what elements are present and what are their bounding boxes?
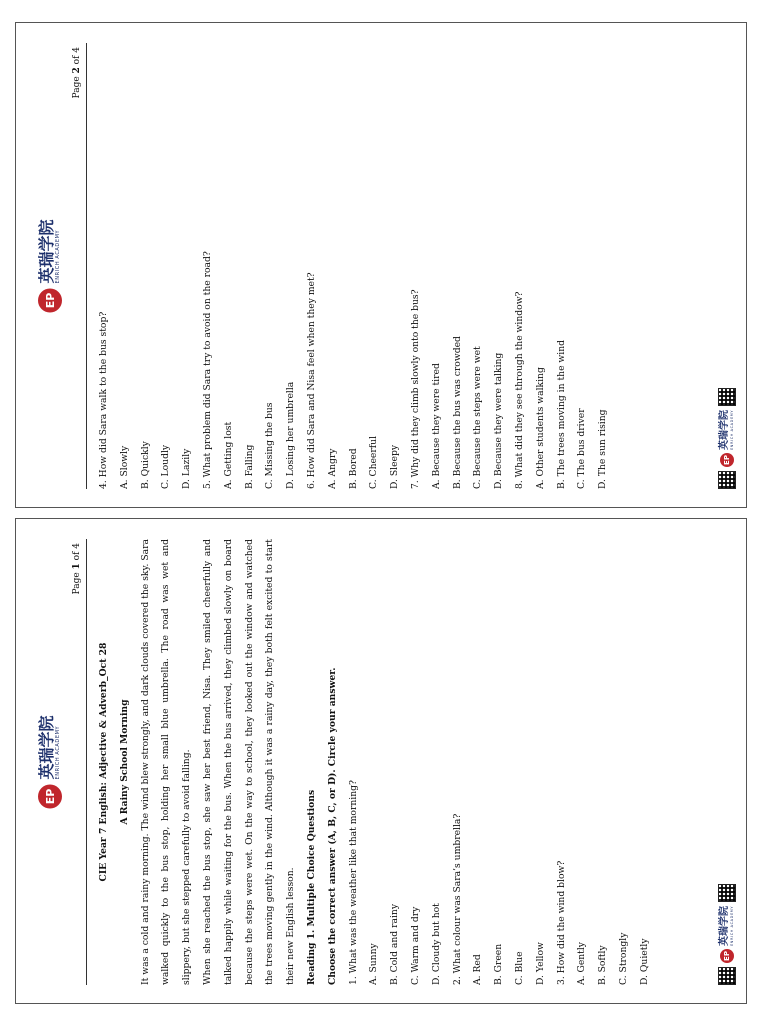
footer-english-name: ENRICH ACADEMY	[729, 905, 734, 946]
answer-option: C. Cheerful	[368, 435, 380, 489]
page-2-header-logo	[38, 219, 62, 312]
question-text: 8. What did they see through the window?	[513, 291, 525, 489]
footer-english-name: ENRICH ACADEMY	[729, 409, 734, 450]
pdf-page-2	[15, 22, 747, 508]
footer-chinese-name: 英瑞学院	[718, 906, 730, 946]
question-text: 1. What was the weather like that morning?	[347, 780, 359, 985]
footer-chinese-name: 英瑞学院	[718, 410, 730, 450]
answer-option: C. Blue	[513, 951, 525, 985]
header-divider	[86, 539, 87, 985]
page-2-footer	[718, 388, 736, 489]
page-1-number: Page 1 of 4	[72, 543, 82, 595]
pdf-page-1	[15, 518, 747, 1004]
answer-option: A. Getting lost	[222, 421, 234, 489]
question-text: 4. How did Sara walk to the bus stop?	[98, 311, 109, 489]
answer-option: C. The bus driver	[576, 408, 588, 489]
page-2-rotated-content	[16, 23, 747, 508]
answer-option: A. Because they were tired	[430, 363, 442, 489]
answer-option: A. Other students walking	[534, 367, 546, 489]
answer-option: D. The sun rising	[597, 409, 609, 489]
answer-option: C. Because the steps were wet	[472, 346, 484, 489]
page-1-header	[32, 539, 84, 985]
logo-chinese-name: 英瑞学院	[37, 219, 56, 284]
answer-option: B. Because the bus was crowded	[451, 336, 463, 489]
answer-option: A. Slowly	[118, 445, 130, 489]
answer-option: B. The trees moving in the wind	[555, 339, 567, 489]
page-1-rotated-content	[16, 519, 747, 1004]
question-text: 2. What colour was Sara’s umbrella?	[451, 813, 463, 985]
page-2-number: Page 2 of 4	[72, 47, 82, 99]
page-1-questions	[344, 539, 656, 985]
answer-option: D. Because they were talking	[493, 352, 505, 489]
academy-logo-icon: EP	[720, 949, 734, 963]
academy-logo-icon: EP	[38, 289, 62, 313]
page-1-header-logo	[38, 715, 62, 808]
answer-option: D. Sleepy	[389, 444, 401, 489]
logo-english-name: ENRICH ACADEMY	[55, 725, 61, 780]
page-1-body	[94, 539, 656, 985]
academy-logo-icon: EP	[720, 453, 734, 467]
answer-option: C. Strongly	[617, 932, 629, 985]
logo-english-name: ENRICH ACADEMY	[55, 229, 61, 284]
question-text: 6. How did Sara and Nisa feel when they met?	[305, 272, 317, 489]
answer-option: A. Gently	[576, 942, 588, 985]
qr-code-icon	[718, 884, 736, 902]
answer-option: B. Cold and rainy	[389, 903, 401, 985]
academy-logo-icon: EP	[38, 785, 62, 809]
answer-option: B. Bored	[347, 448, 359, 489]
qr-code-icon	[718, 471, 736, 489]
story-title: A Rainy School Morning	[118, 699, 130, 825]
story-paragraph-1: It was a cold and rainy morning. The wind blew strongly, and dark clouds covered the sky. Sara walked quickly to the bus stop, holding her small blue umbrella. The road was wet and slippery, but she stepped carefully to avoid falling.	[139, 539, 193, 985]
qr-code-icon	[718, 967, 736, 985]
answer-option: D. Losing her umbrella	[285, 381, 297, 489]
answer-option: B. Falling	[243, 444, 255, 489]
answer-option: A. Red	[472, 954, 484, 985]
answer-option: B. Quickly	[139, 441, 151, 489]
question-text: 7. Why did they climb slowly onto the bus?	[409, 289, 421, 489]
answer-option: D. Quietly	[638, 938, 650, 985]
header-divider	[86, 43, 87, 489]
page-2-questions	[94, 43, 614, 489]
qr-code-icon	[718, 388, 736, 406]
answer-option: D. Lazily	[181, 448, 193, 489]
answer-option: C. Loudly	[160, 444, 172, 489]
answer-option: B. Green	[493, 943, 505, 985]
page-2-header	[32, 43, 84, 489]
answer-option: C. Warm and dry	[409, 906, 421, 985]
answer-option: A. Angry	[326, 448, 338, 489]
answer-option: D. Yellow	[534, 942, 546, 985]
answer-option: A. Sunny	[368, 943, 380, 985]
section-heading: Reading 1. Multiple Choice Questions	[305, 789, 317, 985]
instruction-text: Choose the correct answer (A, B, C, or D). Circle your answer.	[326, 667, 338, 985]
story-paragraph-2: When she reached the bus stop, she saw her best friend, Nisa. They smiled cheerfully and talked happily while waiting for the bus. When the bus arrived, they climbed slowly on board because the steps were wet. On the way to school, they looked out the window and watched the trees moving gently in the wind. Although it was a rainy day, they both felt excited to start their new English lesson.	[201, 539, 297, 985]
logo-chinese-name: 英瑞学院	[37, 715, 56, 780]
answer-option: B. Softly	[597, 945, 609, 985]
question-text: 3. How did the wind blow?	[555, 860, 567, 985]
answer-option: D. Cloudy but hot	[430, 903, 442, 985]
question-text: 5. What problem did Sara try to avoid on the road?	[201, 251, 213, 489]
worksheet-title: CIE Year 7 English: Adjective & Adverb_Oct 28	[98, 642, 109, 882]
page-1-footer	[718, 884, 736, 985]
answer-option: C. Missing the bus	[264, 402, 276, 489]
